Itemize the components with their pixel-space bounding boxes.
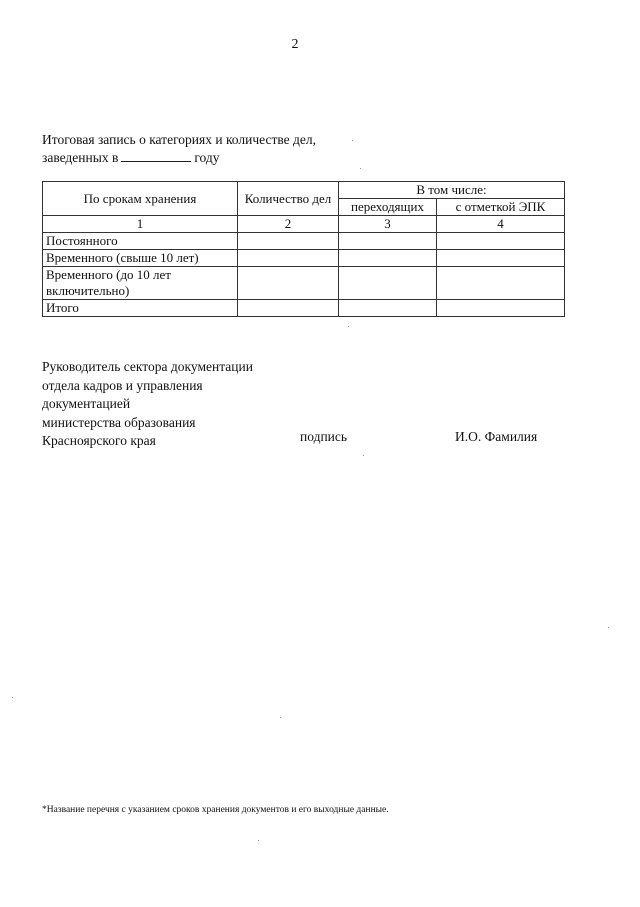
header-epk: с отметкой ЭПК [437,199,565,216]
table-row [43,300,565,317]
scan-speck [280,717,281,718]
table-cell [437,267,565,300]
summary-heading [42,131,316,167]
scan-speck [348,326,349,327]
signature-label: подпись [300,429,348,444]
heading-line-2 [42,149,316,167]
table-cell [238,300,339,317]
signatory-line: Красноярского края [42,433,156,448]
signatory-name: И.О. Фамилия [455,429,538,444]
scan-speck [12,697,13,698]
row-label-permanent: Постоянного [43,233,238,250]
header-transferring: переходящих [339,199,437,216]
header-storage: По срокам хранения [43,182,238,216]
signatory-line: министерства образования [42,414,196,430]
scan-speck [258,840,259,841]
heading-line-2-suffix: году [194,150,220,165]
table-cell [238,233,339,250]
row-label-temporary-over-10: Временного (свыше 10 лет) [43,250,238,267]
heading-line-2-prefix: заведенных в [42,150,119,165]
heading-line-1: Итоговая запись о категориях и количестве дел, [42,132,316,147]
table-number-row [43,216,565,233]
signatory-line: Руководитель сектора документации [42,359,253,374]
table-cell [339,250,437,267]
header-count: Количество дел [238,182,339,216]
scan-speck [360,168,361,169]
table-row [43,250,565,267]
page-number: 2 [291,37,299,52]
table-row [43,267,565,300]
table-cell [339,267,437,300]
table-header-row-1 [43,182,565,199]
table-cell [339,300,437,317]
signatory-line: отдела кадров и управления [42,377,203,393]
header-including: В том числе: [339,182,565,199]
footnote: *Название перечня с указанием сроков хранения документов и его выходные данные. [42,805,389,815]
table-cell [437,233,565,250]
table-cell [339,233,437,250]
column-number-4: 4 [437,216,565,233]
table-cell [238,250,339,267]
year-blank-field [121,150,191,162]
row-label-total: Итого [43,300,238,317]
table-row [43,233,565,250]
summary-table [42,181,565,317]
scan-speck [352,140,353,141]
signatory-block [42,358,253,451]
column-number-3: 3 [339,216,437,233]
scan-speck [608,627,609,628]
table-cell [238,267,339,300]
signatory-line: документацией [42,396,131,411]
table-cell [437,300,565,317]
column-number-1: 1 [43,216,238,233]
scan-speck [363,455,364,456]
table-cell [437,250,565,267]
row-label-temporary-up-to-10: Временного (до 10 лет включительно) [43,267,238,300]
column-number-2: 2 [238,216,339,233]
